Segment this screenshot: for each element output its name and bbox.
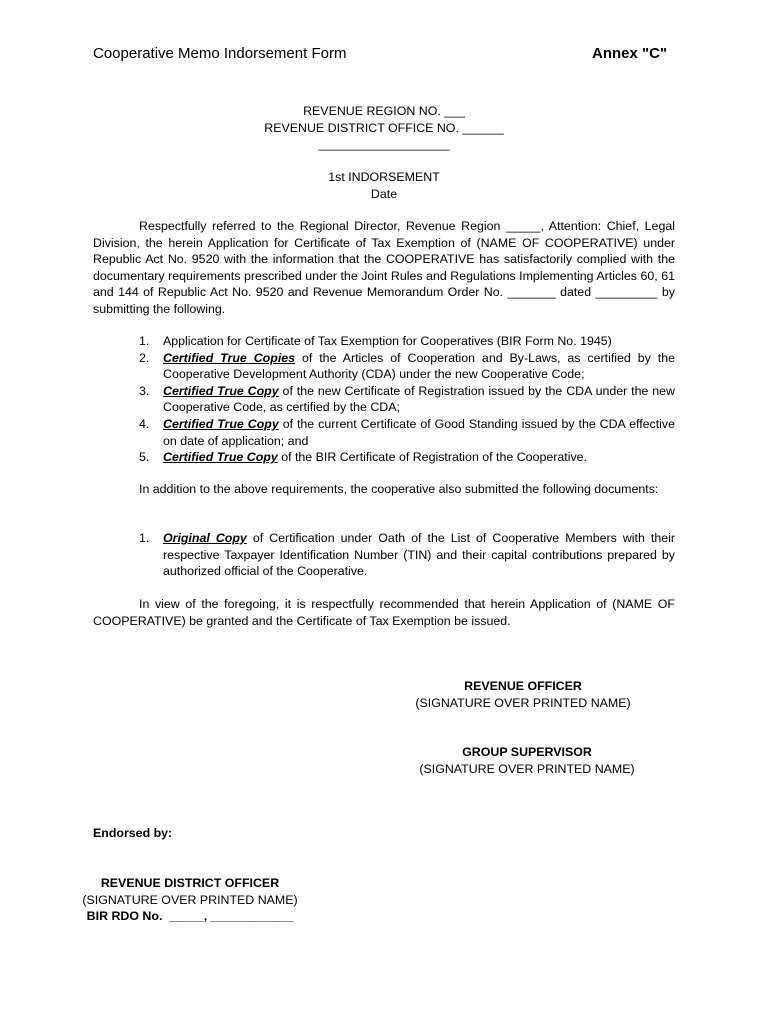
list-text: of the new Certificate of Registration issued by the CDA under the new Cooperative Code, as certified by the CDA;	[163, 383, 675, 415]
list-number: 1.	[139, 334, 150, 348]
endorsed-by-label: Endorsed by:	[93, 826, 173, 840]
list-item	[93, 449, 675, 466]
list-item	[93, 333, 675, 350]
list-text: Application for Certificate of Tax Exemption for Cooperatives (BIR Form No. 1945)	[163, 334, 612, 348]
list-emphasis: Original Copy	[163, 531, 247, 545]
list-number: 2.	[139, 350, 150, 365]
list-text: of the Articles of Cooperation and By-Laws, as certified by the Cooperative Development Authority (CDA) under the new Cooperative Code;	[163, 350, 675, 382]
list-emphasis: Certified True Copy	[163, 383, 279, 398]
list-number: 4.	[139, 416, 150, 431]
list-emphasis: Certified True Copy	[163, 416, 279, 431]
revenue-region-line: REVENUE REGION NO. ___	[303, 104, 465, 118]
list-number: 5.	[139, 450, 150, 465]
list-emphasis: Certified True Copy	[163, 450, 278, 465]
revenue-district-office-line: REVENUE DISTRICT OFFICE NO. ______	[264, 120, 504, 135]
rdo-caption: (SIGNATURE OVER PRINTED NAME)	[82, 892, 298, 907]
list-item	[93, 383, 675, 416]
list-text: of the BIR Certificate of Registration of the Cooperative.	[277, 450, 587, 465]
recommendation-paragraph: In view of the foregoing, it is respectfully recommended that herein Application of (NAME OF COOPERATIVE) be granted and the Certificate of Tax Exemption be issued.	[93, 597, 675, 628]
address-blank-line: ___________________	[318, 137, 450, 151]
list-text: of the current Certificate of Good Standing issued by the CDA effective on date of application; and	[163, 416, 676, 448]
indorsement-heading: 1st INDORSEMENT	[328, 170, 440, 184]
indorsement-date: Date	[370, 186, 398, 201]
rdo-title: REVENUE DISTRICT OFFICER	[100, 876, 280, 890]
intro-paragraph: Respectfully referred to the Regional Director, Revenue Region _____, Attention: Chief, Legal Division, the herein Application for Certificate of Tax Exemption of (NAME OF COOPERATIVE) under Republic Act No. 9520 with the information that the COOPERATIVE has satisfactorily complied with the documentary requirements prescribed under the Joint Rules and Regulations Implementing Articles 60, 61 and 144 of Republic Act No. 9520 and Revenue Memorandum Order No. _______ dated _________ by submitting the following.	[93, 219, 675, 316]
group-supervisor-title: GROUP SUPERVISOR	[462, 745, 592, 759]
group-supervisor-caption: (SIGNATURE OVER PRINTED NAME)	[419, 761, 635, 776]
requirements-list	[93, 333, 675, 466]
list-item	[93, 416, 675, 449]
annex-label: Annex "C"	[592, 45, 668, 62]
list-text: of Certification under Oath of the List of Cooperative Members with their respective Taxpayer Identification Number (TIN) and their capital contributions prepared by authorized official of the Cooperative.	[163, 531, 675, 579]
indorsement-block	[0, 169, 768, 202]
address-block	[0, 103, 768, 153]
rdo-number: BIR RDO No. _____, ____________	[86, 909, 294, 923]
list-item	[93, 350, 675, 383]
group-supervisor-signature	[402, 744, 652, 777]
revenue-officer-caption: (SIGNATURE OVER PRINTED NAME)	[415, 695, 631, 710]
list-number: 1.	[139, 531, 150, 545]
rdo-signature	[65, 875, 315, 925]
addition-paragraph: In addition to the above requirements, the cooperative also submitted the following documents:	[139, 482, 659, 496]
list-item	[93, 530, 675, 580]
form-title: Cooperative Memo Indorsement Form	[93, 45, 347, 62]
list-number: 3.	[139, 383, 150, 398]
revenue-officer-signature	[398, 678, 648, 711]
revenue-officer-title: REVENUE OFFICER	[464, 679, 582, 693]
list-emphasis: Certified True Copies	[163, 350, 296, 365]
additional-documents-list	[93, 530, 675, 580]
